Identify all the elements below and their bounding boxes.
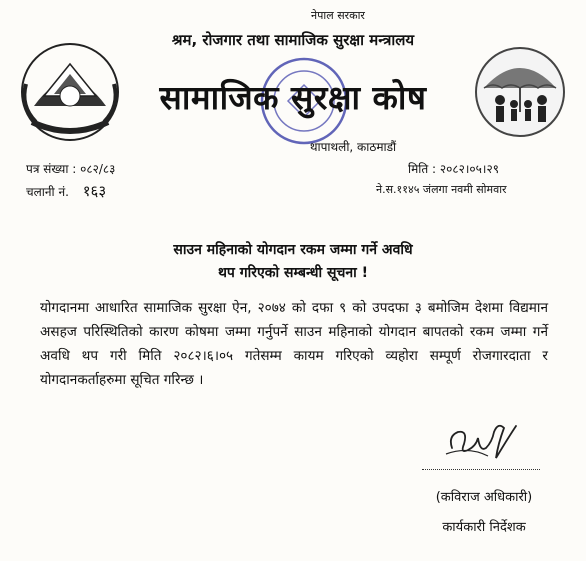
notice-body: योगदानमा आधारित सामाजिक सुरक्षा ऐन, २०७४ को दफा ९ को उपदफा ३ बमोजिम देशमा विद्यमान असहज परिस्थितिको कारण कोषमा जम्मा गर्नुपर्ने साउन महिनाको योगदान बापतको रकम जम्मा गर्ने अवधि थप गरी मिति २०८२।६।०५ गतेसम्म कायम गरिएको व्यहोरा सम्पूर्ण रोजगारदाता र योगदानकर्ताहरुमा सूचित गरिन्छ । xyxy=(40,300,548,388)
letter-date-value: २०८२।०५।२९ xyxy=(439,162,499,176)
signer-name: (कविराज अधिकारी) xyxy=(435,490,533,505)
handwritten-signature xyxy=(438,418,528,466)
letter-number-value: ०८२/८३ xyxy=(80,162,116,176)
signature-line xyxy=(422,469,540,470)
letter-number xyxy=(26,160,115,177)
letter-number-label: पत्र संख्या : xyxy=(26,162,77,176)
office-address: थापाथली, काठमाडौं xyxy=(309,140,397,154)
dispatch-number-label: चलानी नं. xyxy=(26,185,69,199)
dispatch-number xyxy=(26,181,106,201)
letter-date-label: मिति : xyxy=(408,162,437,176)
signer-title: कार्यकारी निर्देशक xyxy=(442,520,526,535)
letter-date-nepal-sambat: ने.स.११४५ जंलगा नवमी सोमवार xyxy=(376,183,507,196)
government-name: नेपाल सरकार xyxy=(311,9,365,22)
office-name: सामाजिक सुरक्षा कोष xyxy=(159,78,427,117)
letter-date xyxy=(408,160,499,177)
ministry-name: श्रम, रोजगार तथा सामाजिक सुरक्षा मन्त्रालय xyxy=(171,31,415,49)
subject-line-1: साउन महिनाको योगदान रकम जम्मा गर्ने अवधि xyxy=(173,242,413,258)
dispatch-number-value: १६३ xyxy=(82,182,107,200)
subject-line-2: थप गरिएको सम्बन्धी सूचना ! xyxy=(217,265,368,281)
